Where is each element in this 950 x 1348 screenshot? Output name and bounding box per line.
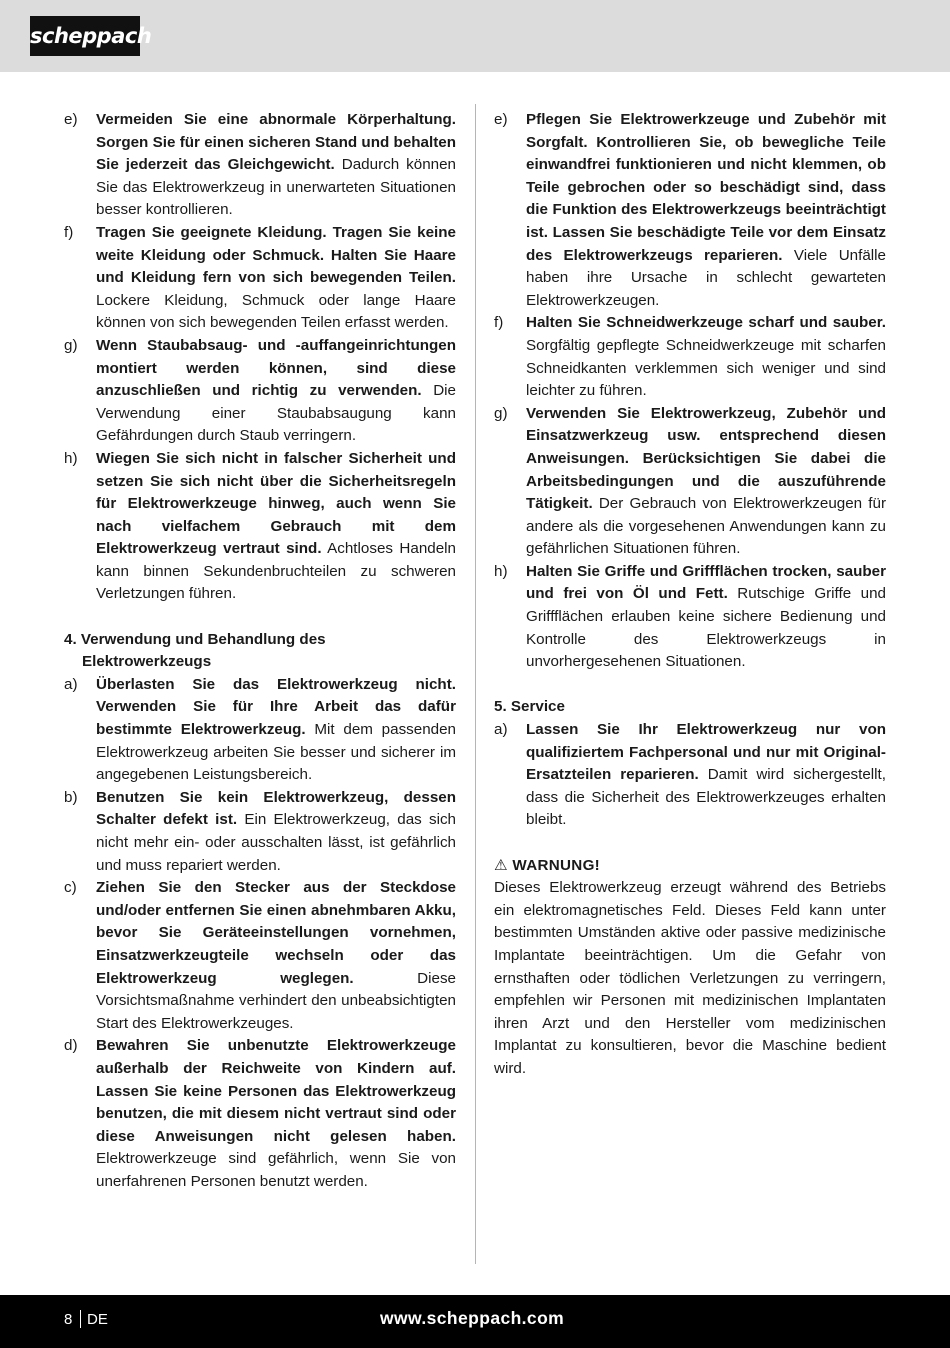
item-text: Mit dem passenden Elektrowerkzeug arbeiten Sie besser und sicherer im angegebenen Leistungsbereich.	[96, 721, 456, 784]
section-5-heading: 5. Service	[494, 698, 565, 716]
item-text: Lockere Kleidung, Schmuck oder lange Haare können von sich bewegenden Teilen erfasst werden.	[96, 291, 456, 332]
item-label: f)	[494, 314, 504, 332]
item-label: e)	[64, 111, 78, 128]
item-bold-text: Tragen Sie geeignete Kleidung. Tragen Sie keine weite Kleidung oder Schmuck. Halten Sie Haare und Kleidung fern von sich bewegenden Teilen.	[96, 223, 456, 287]
page-number: 8	[64, 1311, 73, 1328]
item-label: e)	[494, 111, 508, 128]
item-text: Die Verwendung einer Staubabsaugung kann Gefährdungen durch Staub verringern.	[96, 382, 457, 445]
right-column	[494, 109, 886, 1081]
item-label: g)	[494, 404, 508, 422]
language-code: DE	[87, 1311, 108, 1328]
list-item-5a	[494, 719, 886, 832]
item-label: b)	[64, 788, 78, 806]
section-4-heading: 4. Verwendung und Behandlung des Elektrowerkzeugs	[64, 630, 326, 671]
item-label: a)	[64, 675, 78, 693]
list-item-4d	[64, 1035, 456, 1193]
item-bold-text: Benutzen Sie kein Elektrowerkzeug, dessen Schalter defekt ist.	[96, 788, 456, 829]
item-text: Damit wird sichergestellt, dass die Sicherheit des Elektrowerkzeuges erhalten bleibt.	[526, 766, 886, 829]
item-label: c)	[64, 879, 77, 897]
item-text: Diese Vorsichtsmaßnahme verhindert den unbeabsichtigten Start des Elektrowerkzeuges.	[96, 969, 456, 1032]
list-item-h	[64, 448, 456, 606]
item-text: Achtloses Handeln kann binnen Sekundenbruchteilen zu schweren Verletzungen führen.	[96, 540, 456, 603]
warning-text: Dieses Elektrowerkzeug erzeugt während des Betriebs ein elektromagnetisches Feld. Dieses Feld kann unter bestimmten Umständen aktive oder passive medizinische Implantate beeinträchtigen. Um die Gefahr von ernsthaften oder tödlichen Verletzungen zu verringern, empfehlen wir Personen mit medizinischen Implantaten ihren Arzt und den Hersteller vom medizinischen Implantat zu konsultieren, bevor die Maschine bedient wird.	[494, 879, 886, 1077]
list-item-4b	[64, 787, 456, 877]
left-column	[64, 109, 456, 1194]
item-bold-text: Pflegen Sie Elektrowerkzeuge und Zubehör mit Sorgfalt. Kontrollieren Sie, ob bewegliche Teile einwandfrei funktionieren und nicht klemmen, ob Teile gebrochen oder so beschädigt sind, dass die Funktion des Elektrowerkzeugs beeinträchtigt ist. Lassen Sie beschädigte Teile vor dem Einsatz des Elektrowerkzeugs reparieren.	[526, 111, 886, 264]
item-label: d)	[64, 1037, 78, 1055]
item-text: Elektrowerkzeuge sind gefährlich, wenn Sie von unerfahrenen Personen benutzt werden.	[96, 1150, 456, 1190]
website-link[interactable]: www.scheppach.com	[380, 1308, 565, 1328]
item-text: Dadurch können Sie das Elektrowerkzeug in unerwarteten Situationen besser kontrollieren.	[96, 156, 456, 219]
list-item-g	[64, 335, 456, 448]
item-bold-text: Lassen Sie Ihr Elektrowerkzeug nur von qualifiziertem Fachpersonal und nur mit Original-Ersatzteilen reparieren.	[526, 721, 886, 784]
item-label: h)	[64, 449, 78, 467]
item-bold-text: Ziehen Sie den Stecker aus der Steckdose und/oder entfernen Sie einen abnehmbaren Akku, bevor Sie Geräteeinstellungen vornehmen, Einsatzwerkzeugteile wechseln oder das Elektrowerkzeug weglegen.	[96, 879, 456, 987]
list-item-g	[494, 403, 886, 561]
item-bold-text: Wenn Staubabsaug- und -auffangeinrichtungen montiert werden können, sind diese anzuschließen und richtig zu verwenden.	[96, 336, 456, 400]
list-item-h	[494, 561, 886, 674]
footer-separator	[80, 1310, 81, 1328]
list-item-f	[64, 222, 456, 335]
page-header	[0, 0, 950, 72]
column-divider	[475, 104, 476, 1264]
warning-heading: ⚠ WARNUNG!	[494, 856, 601, 874]
item-text: Sorgfältig gepflegte Schneidwerkzeuge mit scharfen Schneidkanten verklemmen sich weniger und sind leichter zu führen.	[526, 336, 886, 400]
page-footer	[0, 1295, 950, 1348]
item-label: a)	[494, 721, 508, 739]
item-label: g)	[64, 336, 78, 354]
scheppach-logo: scheppach	[30, 16, 140, 56]
list-item-e	[64, 109, 456, 222]
item-label: h)	[494, 562, 508, 580]
item-label: f)	[64, 223, 74, 241]
list-item-4a	[64, 674, 456, 787]
item-text: Der Gebrauch von Elektrowerkzeugen für andere als die vorgesehenen Anwendungen kann zu gefährlichen Situationen führen.	[526, 495, 886, 558]
list-item-e	[494, 109, 886, 312]
item-text: Rutschige Griffe und Griffflächen erlauben keine sichere Bedienung und Kontrolle des Elektrowerkzeugs in unvorhergesehenen Situationen.	[526, 585, 886, 671]
item-bold-text: Halten Sie Schneidwerkzeuge scharf und sauber.	[526, 314, 886, 332]
list-item-f	[494, 312, 886, 402]
list-item-4c	[64, 877, 456, 1035]
item-bold-text: Wiegen Sie sich nicht in falscher Sicherheit und setzen Sie sich nicht über die Sicherheitsregeln für Elektrowerkzeuge hinweg, auch wenn Sie nach vielfachem Gebrauch mit dem Elektrowerkzeug vertraut sind.	[96, 449, 456, 558]
item-bold-text: Bewahren Sie unbenutzte Elektrowerkzeuge außerhalb der Reichweite von Kindern auf. Lassen Sie keine Personen das Elektrowerkzeug benutzen, die mit diesem nicht vertraut sind oder diese Anweisungen nicht gelesen haben.	[96, 1037, 456, 1145]
item-bold-text: Verwenden Sie Elektrowerkzeug, Zubehör und Einsatzwerkzeug usw. entsprechend diesen Anweisungen. Berücksichtigen Sie dabei die Arbeitsbedingungen und die auszuführende Tätigkeit.	[526, 404, 886, 513]
item-bold-text: Überlasten Sie das Elektrowerkzeug nicht. Verwenden Sie für Ihre Arbeit das dafür bestimmte Elektrowerkzeug.	[96, 675, 456, 739]
item-text: Viele Unfälle haben ihre Ursache in schlecht gewarteten Elektrowerkzeugen.	[526, 246, 886, 309]
item-bold-text: Vermeiden Sie eine abnormale Körperhaltung. Sorgen Sie für einen sicheren Stand und behalten Sie jederzeit das Gleichgewicht.	[96, 111, 456, 174]
item-text: Ein Elektrowerkzeug, das sich nicht mehr ein- oder ausschalten lässt, ist gefährlich und muss repariert werden.	[96, 811, 456, 874]
item-bold-text: Halten Sie Griffe und Griffflächen trocken, sauber und frei von Öl und Fett.	[526, 562, 886, 603]
